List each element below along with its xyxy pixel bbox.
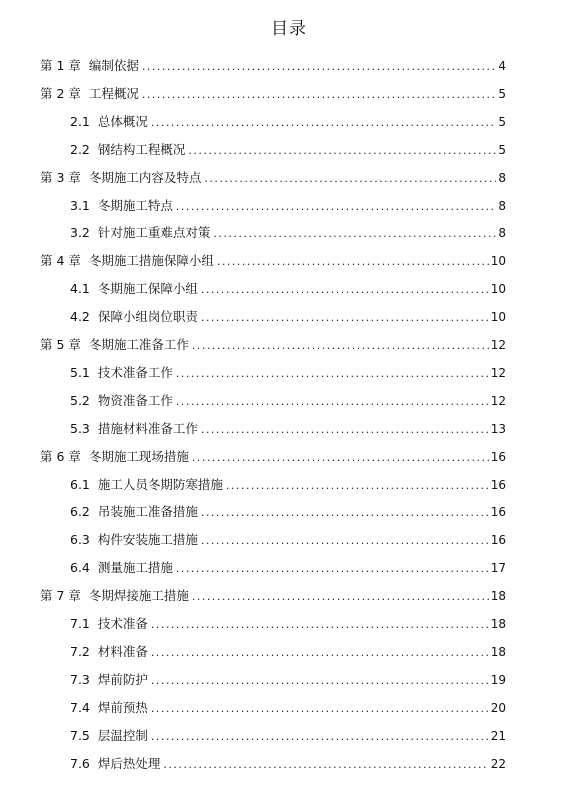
dot-leader	[226, 479, 489, 492]
dot-leader	[176, 200, 496, 213]
dot-leader	[151, 730, 489, 743]
toc-entry-title: 技术准备工作	[97, 364, 173, 380]
dot-leader	[151, 702, 489, 715]
toc-section-entry[interactable]	[70, 670, 506, 690]
toc-entry-title: 措施材料准备工作	[97, 420, 198, 436]
toc-entry-page-number: 13	[490, 421, 506, 436]
toc-entry-page-number: 22	[490, 756, 506, 771]
toc-entry-page-number: 18	[490, 617, 506, 631]
toc-section-entry[interactable]	[70, 196, 506, 216]
toc-entry-number: 第 1 章	[40, 58, 81, 73]
toc-entry-title: 焊前预热	[97, 699, 148, 715]
toc-entry-title: 物资准备工作	[97, 392, 173, 408]
toc-section-entry[interactable]	[70, 363, 506, 383]
toc-entry-title: 编制依据	[88, 58, 139, 73]
toc-entry-number: 2.1	[70, 113, 90, 129]
toc-entry-page-number: 10	[490, 310, 506, 325]
toc-chapter-entry[interactable]	[40, 586, 506, 606]
toc-entry-page-number: 8	[498, 170, 506, 185]
toc-entry-number: 7.4	[70, 699, 90, 715]
toc-section-entry[interactable]	[70, 223, 506, 243]
toc-entry-title: 技术准备	[97, 616, 148, 631]
dot-leader	[192, 339, 489, 352]
toc-entry-number: 2.2	[70, 141, 90, 157]
toc-entry-title: 施工人员冬期防寒措施	[97, 476, 223, 492]
dot-leader	[176, 395, 489, 408]
toc-entry-page-number: 18	[490, 589, 506, 604]
toc-chapter-entry[interactable]	[40, 168, 506, 188]
toc-entry-number: 7.3	[70, 671, 90, 687]
toc-entry-number: 6.2	[70, 504, 90, 520]
toc-entry-number: 7.2	[70, 643, 90, 659]
toc-entry-number: 7.6	[70, 755, 90, 771]
dot-leader	[201, 534, 489, 547]
toc-chapter-entry[interactable]	[40, 447, 506, 467]
toc-section-entry[interactable]	[70, 391, 506, 411]
toc-entry-number: 第 7 章	[40, 588, 81, 604]
dot-leader	[201, 311, 489, 324]
toc-section-entry[interactable]	[70, 558, 506, 578]
toc-chapter-entry[interactable]	[40, 335, 506, 355]
toc-chapter-entry[interactable]	[40, 56, 506, 76]
toc-entry-page-number: 16	[490, 477, 506, 492]
toc-entry-number: 3.1	[70, 197, 90, 213]
toc-entry-page-number: 10	[490, 254, 506, 269]
toc-entry-page-number: 16	[490, 505, 506, 520]
toc-entry-number: 7.5	[70, 727, 90, 743]
toc-entry-number: 5.1	[70, 364, 90, 380]
toc-entry-title: 冬期施工内容及特点	[88, 169, 202, 185]
toc-entry-page-number: 4	[498, 59, 506, 73]
toc-entry-number: 第 6 章	[40, 448, 81, 464]
toc-section-entry[interactable]	[70, 614, 506, 634]
toc-entry-page-number: 8	[498, 198, 506, 213]
toc-entry-page-number: 5	[498, 114, 506, 129]
toc-entry-title: 焊前防护	[97, 671, 148, 687]
toc-entry-page-number: 8	[498, 226, 506, 241]
dot-leader	[142, 60, 496, 73]
dot-leader	[217, 255, 489, 268]
document-title: 目录	[271, 19, 307, 39]
toc-section-entry[interactable]	[70, 419, 506, 439]
toc-entry-page-number: 20	[490, 700, 506, 715]
dot-leader	[176, 562, 489, 575]
dot-leader	[192, 590, 489, 603]
toc-entry-page-number: 10	[490, 282, 506, 297]
toc-entry-number: 第 5 章	[40, 337, 81, 352]
toc-section-entry[interactable]	[70, 726, 506, 746]
toc-entry-number: 4.1	[70, 281, 90, 297]
toc-entry-title: 冬期施工准备工作	[88, 337, 189, 352]
toc-entry-title: 冬期焊接施工措施	[88, 588, 189, 604]
toc-entry-number: 第 3 章	[40, 169, 81, 185]
toc-entry-title: 保障小组岗位职责	[97, 309, 198, 325]
dot-leader	[176, 367, 489, 380]
toc-entry-title: 针对施工重难点对策	[97, 225, 211, 241]
toc-chapter-entry[interactable]	[40, 251, 506, 271]
toc-entry-title: 测量施工措施	[97, 560, 173, 576]
toc-entry-number: 7.1	[70, 616, 90, 631]
toc-entry-number: 3.2	[70, 225, 90, 241]
toc-entry-number: 5.2	[70, 392, 90, 408]
toc-entry-page-number: 19	[490, 672, 506, 687]
dot-leader	[188, 144, 496, 157]
toc-entry-page-number: 21	[490, 728, 506, 743]
toc-entry-title: 材料准备	[97, 643, 148, 659]
toc-entry-title: 构件安装施工措施	[97, 532, 198, 548]
dot-leader	[163, 758, 488, 771]
toc-entry-title: 钢结构工程概况	[97, 141, 186, 157]
toc-section-entry[interactable]	[70, 307, 506, 327]
toc-entry-page-number: 16	[490, 533, 506, 548]
dot-leader	[201, 423, 489, 436]
dot-leader	[213, 227, 496, 240]
toc-section-entry[interactable]	[70, 502, 506, 522]
toc-entry-number: 6.1	[70, 476, 90, 492]
toc-entry-number: 6.3	[70, 532, 90, 548]
dot-leader	[151, 116, 496, 129]
toc-entry-number: 6.4	[70, 560, 90, 576]
toc-entry-page-number: 12	[490, 393, 506, 408]
toc-section-entry[interactable]	[70, 530, 506, 550]
toc-entry-number: 第 4 章	[40, 253, 81, 269]
toc-entry-number: 第 2 章	[40, 85, 81, 101]
toc-section-entry[interactable]	[70, 140, 506, 160]
toc-entry-page-number: 5	[498, 142, 506, 157]
toc-section-entry[interactable]	[70, 754, 506, 774]
toc-entry-page-number: 18	[490, 644, 506, 659]
toc-entry-title: 冬期施工特点	[97, 197, 173, 213]
dot-leader	[151, 674, 489, 687]
toc-entry-page-number: 5	[498, 86, 506, 101]
toc-entry-title: 总体概况	[97, 113, 148, 129]
dot-leader	[201, 283, 489, 296]
toc-entry-number: 4.2	[70, 309, 90, 325]
toc-entry-title: 吊装施工准备措施	[97, 504, 198, 520]
dot-leader	[201, 506, 489, 519]
toc-chapter-entry[interactable]	[40, 84, 506, 104]
dot-leader	[151, 618, 489, 631]
toc-entry-page-number: 16	[490, 449, 506, 464]
dot-leader	[151, 646, 489, 659]
toc-section-entry[interactable]	[70, 475, 506, 495]
toc-section-entry[interactable]	[70, 698, 506, 718]
toc-entry-page-number: 12	[490, 338, 506, 352]
toc-entry-title: 冬期施工保障小组	[97, 281, 198, 297]
toc-section-entry[interactable]	[70, 279, 506, 299]
toc-entry-title: 焊后热处理	[97, 755, 161, 771]
toc-section-entry[interactable]	[70, 112, 506, 132]
toc-entry-title: 冬期施工现场措施	[88, 448, 189, 464]
dot-leader	[142, 88, 496, 101]
toc-section-entry[interactable]	[70, 642, 506, 662]
toc-entry-title: 冬期施工措施保障小组	[88, 253, 214, 269]
toc-entry-title: 工程概况	[88, 85, 139, 101]
toc-entry-page-number: 17	[490, 561, 506, 576]
toc-entry-title: 层温控制	[97, 727, 148, 743]
dot-leader	[192, 451, 489, 464]
toc-entry-page-number: 12	[490, 365, 506, 380]
toc-entry-number: 5.3	[70, 420, 90, 436]
dot-leader	[204, 172, 496, 185]
